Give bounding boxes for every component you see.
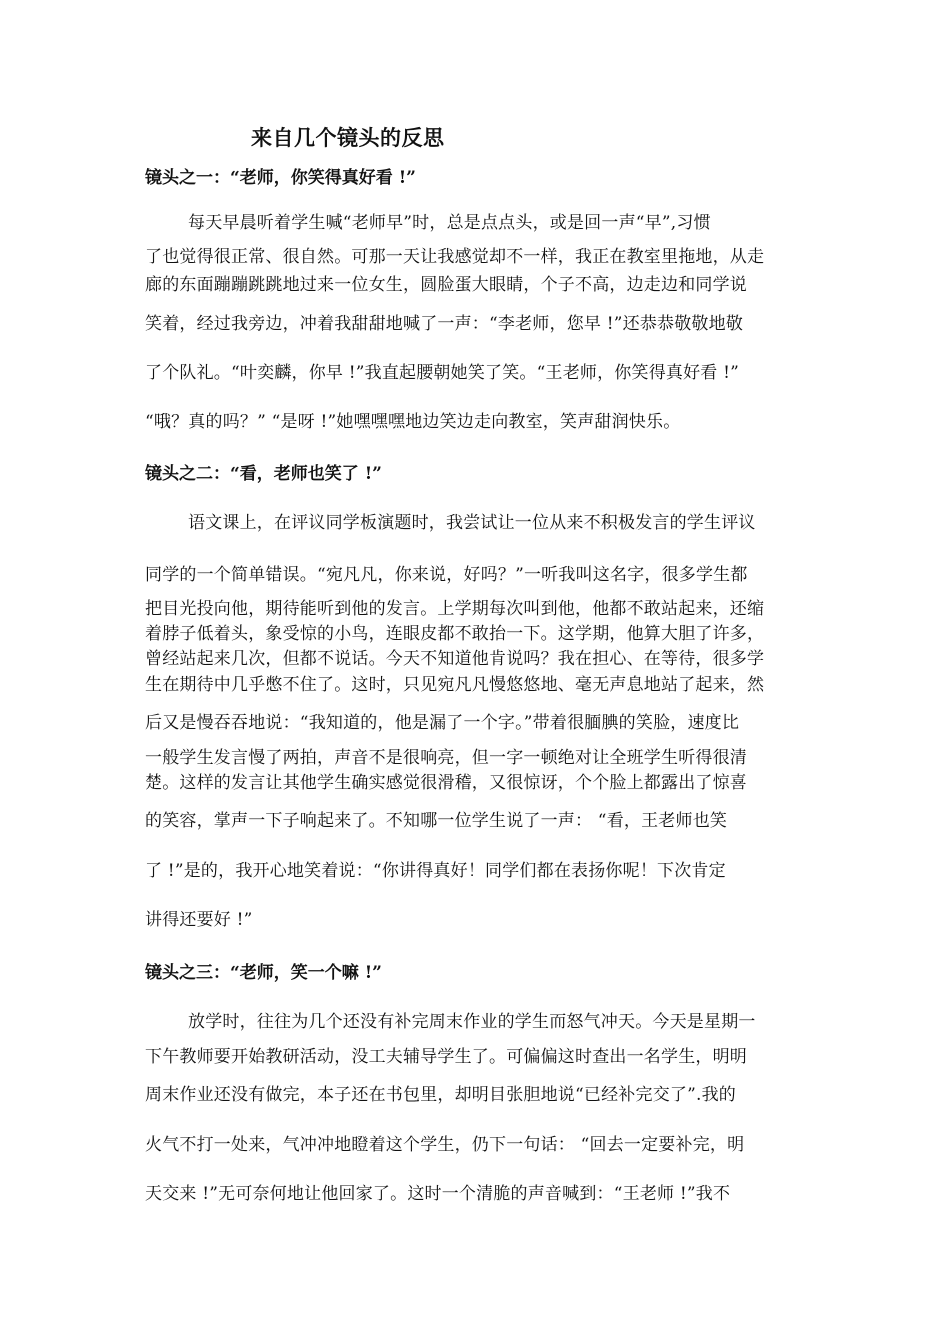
paragraph-line: 同学的一个简单错误。“宛凡凡，你来说，好吗？”一听我叫这名字，很多学生都 — [145, 565, 748, 585]
paragraph-line: “哦？真的吗？” “是呀 !”她嘿嘿嘿地边笑边走向教室，笑声甜润快乐。 — [145, 412, 681, 432]
paragraph-line: 的笑容，掌声一下子响起来了。不知哪一位学生说了一声： “看，王老师也笑 — [145, 811, 728, 831]
section-2-heading: 镜头之二：“看，老师也笑了 !” — [145, 464, 382, 484]
paragraph-line: 语文课上，在评议同学板演题时，我尝试让一位从来不积极发言的学生评议 — [188, 513, 756, 533]
paragraph-line: 了也觉得很正常、很自然。可那一天让我感觉却不一样，我正在教室里拖地，从走 — [145, 247, 765, 267]
paragraph-line: 后又是慢吞吞地说：“我知道的，他是漏了一个字。”带着很腼腆的笑脸，速度比 — [145, 713, 740, 733]
paragraph-line: 火气不打一处来，气冲冲地瞪着这个学生，仍下一句话： “回去一定要补完，明 — [145, 1135, 745, 1155]
paragraph-line: 把目光投向他，期待能听到他的发言。上学期每次叫到他，他都不敢站起来，还缩 — [145, 599, 765, 619]
paragraph-line: 着脖子低着头，象受惊的小鸟，连眼皮都不敢抬一下。这学期，他算大胆了许多， — [145, 624, 765, 644]
paragraph-line: 天交来 !”无可奈何地让他回家了。这时一个清脆的声音喊到：“王老师 !”我不 — [145, 1184, 731, 1204]
paragraph-line: 笑着，经过我旁边，冲着我甜甜地喊了一声：“李老师，您早 !”还恭恭敬敬地敬 — [145, 314, 744, 334]
paragraph-line: 每天早晨听着学生喊“老师早”时，总是点点头，或是回一声“早”,习惯 — [188, 213, 711, 233]
paragraph-line: 了 !”是的，我开心地笑着说：“你讲得真好！同学们都在表扬你呢！下次肯定 — [145, 861, 726, 881]
page-title: 来自几个镜头的反思 — [251, 125, 445, 150]
paragraph-line: 放学时，往往为几个还没有补完周末作业的学生而怒气冲天。今天是星期一 — [188, 1012, 756, 1032]
paragraph-line: 楚。这样的发言让其他学生确实感觉很滑稽，又很惊讶，个个脸上都露出了惊喜 — [145, 773, 747, 793]
paragraph-line: 下午教师要开始教研活动，没工夫辅导学生了。可偏偏这时查出一名学生，明明 — [145, 1047, 747, 1067]
section-1-heading: 镜头之一：“老师，你笑得真好看 !” — [145, 168, 416, 188]
paragraph-line: 曾经站起来几次，但都不说话。今天不知道他肯说吗？我在担心、在等待，很多学 — [145, 649, 765, 669]
section-3-heading: 镜头之三：“老师，笑一个嘛 !” — [145, 963, 382, 983]
paragraph-line: 了个队礼。“叶奕麟，你早 !”我直起腰朝她笑了笑。“王老师，你笑得真好看 !” — [145, 363, 740, 383]
paragraph-line: 讲得还要好 !” — [145, 910, 253, 930]
paragraph-line: 生在期待中几乎憋不住了。这时，只见宛凡凡慢悠悠地、毫无声息地站了起来，然 — [145, 675, 765, 695]
paragraph-line: 周末作业还没有做完，本子还在书包里，却明目张胆地说“已经补完交了”.我的 — [145, 1085, 736, 1105]
paragraph-line: 一般学生发言慢了两拍，声音不是很响亮，但一字一顿绝对让全班学生听得很清 — [145, 748, 747, 768]
paragraph-line: 廊的东面蹦蹦跳跳地过来一位女生，圆脸蛋大眼睛，个子不高，边走边和同学说 — [145, 275, 747, 295]
